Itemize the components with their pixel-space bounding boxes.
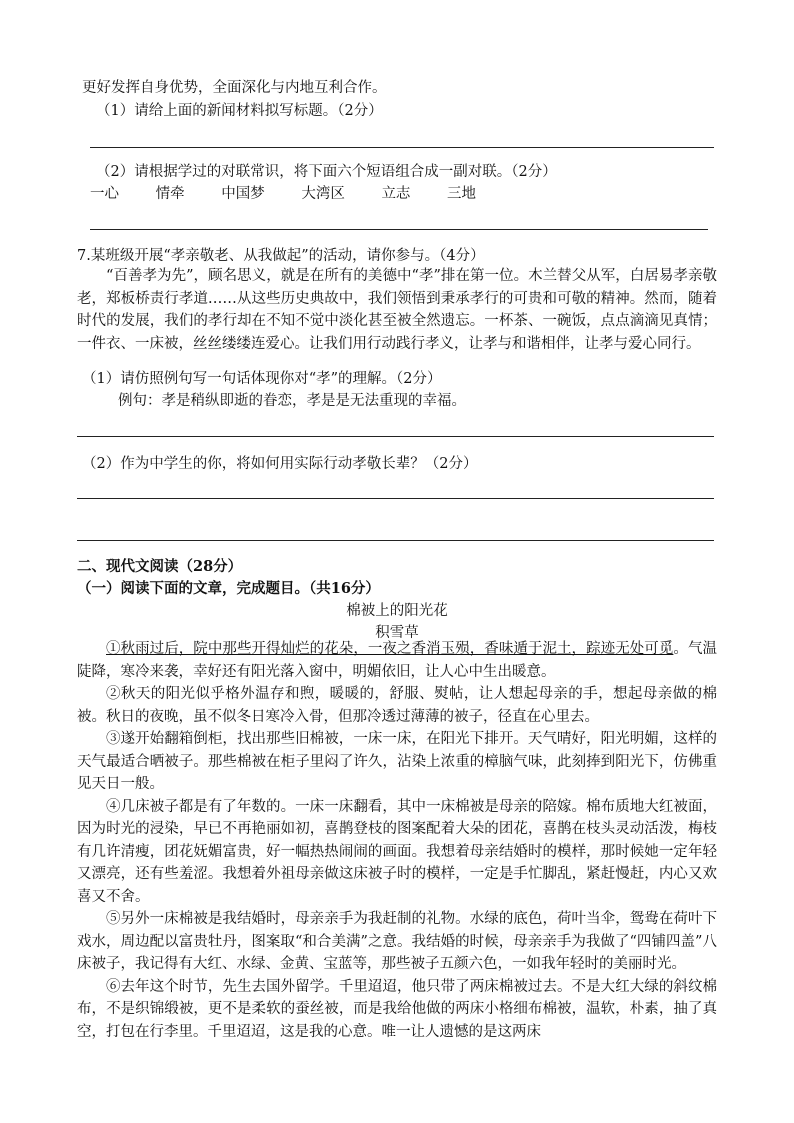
answer-line-3 <box>77 436 714 437</box>
phrase: 三地 <box>447 186 477 202</box>
answer-line-4 <box>77 498 714 499</box>
phrase: 大湾区 <box>301 186 345 202</box>
section-2-subheading: （一）阅读下面的文章，完成题目。（共16分） <box>77 580 380 597</box>
section-2-heading: 二、现代文阅读（28分） <box>77 558 243 575</box>
article-body <box>77 638 717 1043</box>
q7-heading: 7.某班级开展“孝亲敬老、从我做起”的活动，请你参与。（4分） <box>77 248 485 264</box>
phrase: 立志 <box>381 186 411 202</box>
answer-line-5 <box>77 540 714 541</box>
article-title: 棉被上的阳光花 <box>346 603 448 619</box>
article-paragraph: ⑤另外一床棉被是我结婚时，母亲亲手为我赶制的礼物。水绿的底色，荷叶当伞，鸳鸯在荷叶下戏水，周边配以富贵牡丹，图案取“和合美满”之意。我结婚的时候，母亲亲手为我做了“四铺四盖”八床被子，我记得有大红、水绿、金黄、宝蓝等，那些被子五颜六色，一如我年轻时的美丽时光。 <box>77 911 717 972</box>
q7-sub2: （2）作为中学生的你，将如何用实际行动孝敬长辈？（2分） <box>82 456 478 472</box>
article-paragraph <box>77 638 717 683</box>
phrase: 中国梦 <box>221 186 265 202</box>
q7-sub1: （1）请仿照例句写一句话体现你对“孝”的理解。（2分） <box>82 371 442 387</box>
answer-line-1 <box>90 147 714 148</box>
article-paragraph: ②秋天的阳光似乎格外温存和煦，暖暖的，舒服、熨帖，让人想起母亲的手，想起母亲做的棉被。秋日的夜晚，虽不似冬日寒冷入骨，但那冷透过薄薄的被子，径直在心里去。 <box>77 686 717 725</box>
article-paragraph: ④几床被子都是有了年数的。一床一床翻看，其中一床棉被是母亲的陪嫁。棉布质地大红被面，因为时光的浸染，早已不再艳丽如初，喜鹊登枝的图案配着大朵的团花，喜鹊在枝头灵动活泼，梅枝有几许清瘦，团花妩媚富贵，好一幅热热闹闹的画面。我想着母亲结婚时的模样，那时候她一定年轻又漂亮，还有些羞涩。我想着外祖母亲做这床被子时的模样，一定是手忙脚乱，紧赶慢赶，内心又欢喜又不舍。 <box>77 798 717 905</box>
paragraph-rest: 。气温陡降，寒冷来袭，幸好还有阳光落入窗中，明媚依旧，让人心中生出暖意。 <box>77 641 718 680</box>
article-paragraph: ③遂开始翻箱倒柜，找出那些旧棉被，一床一床，在阳光下排开。天气晴好，阳光明媚，这样的天气最适合晒被子。那些棉被在柜子里闷了许久，沾染上浓重的樟脑气味，此刻捧到阳光下，仿佛重见天日一般。 <box>77 731 717 792</box>
phrase: 一心 <box>90 186 119 202</box>
question-1: （1）请给上面的新闻材料拟写标题。（2分） <box>96 103 383 119</box>
carry-over-line: 更好发挥自身优势，全面深化与内地互利合作。 <box>82 80 387 96</box>
q7-material <box>77 265 717 355</box>
q7-example: 例句：孝是稍纵即逝的眷恋，孝是是无法重现的幸福。 <box>118 393 466 409</box>
underlined-sentence: ①秋雨过后，院中那些开得灿烂的花朵，一夜之香消玉殒，香味遁于泥土，踪迹无处可觅 <box>106 641 674 657</box>
q7-material-text: “百善孝为先”，顾名思义，就是在所有的美德中“孝”排在第一位。木兰替父从军，白居易孝亲敬老，郑板桥责行孝道……从这些历史典故中，我们领悟到秉承孝行的可贵和可敬的精神。然而，随着时代的发展，我们的孝行却在不知不觉中淡化甚至被全然遗忘。一杯茶、一碗饭，点点滴滴见真情；一件衣、一床被，丝丝缕缕连爱心。让我们用行动践行孝义，让孝与和谐相伴，让孝与爱心同行。 <box>77 268 717 352</box>
phrase-list <box>90 182 508 203</box>
article-paragraph: ⑥去年这个时节，先生去国外留学。千里迢迢，他只带了两床棉被过去。不是大红大绿的斜纹棉布，不是织锦缎被，更不是柔软的蚕丝被，而是我给他做的两床小格细布棉被，温软，朴素，抽了真空，打包在行李里。千里迢迢，这是我的心意。唯一让人遗憾的是这两床 <box>77 978 717 1040</box>
article-author: 积雪草 <box>375 625 419 641</box>
phrase: 情牵 <box>155 186 185 202</box>
answer-line-2 <box>90 229 708 230</box>
question-2: （2）请根据学过的对联常识，将下面六个短语组合成一副对联。（2分） <box>96 164 557 180</box>
